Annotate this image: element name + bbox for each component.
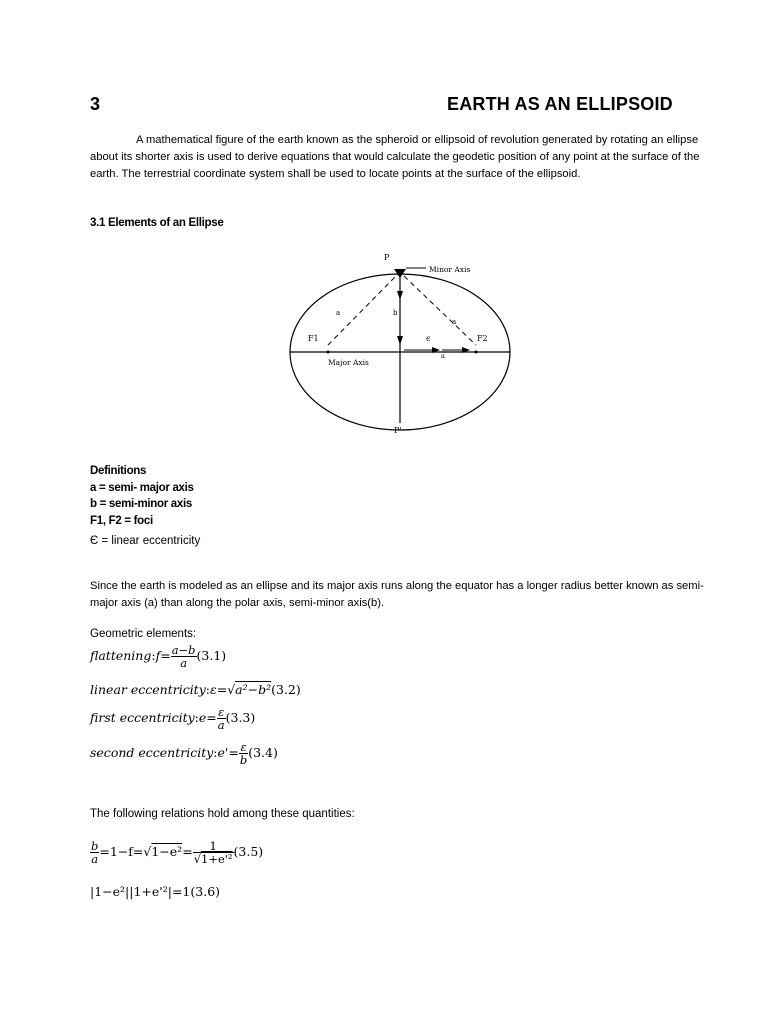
definition-item: a = semi- major axis — [90, 481, 194, 494]
intro-paragraph: A mathematical figure of the earth known as the spheroid or ellipsoid of revolution generated by rotating an ellipse about its shorter axis is used to derive equations that would calculate the geodetic position of any point at the surface of the earth. The terrestrial coordinate system shall be used to locate points at the surface of the ellipsoid. — [90, 134, 700, 180]
ellipse-diagram — [280, 245, 520, 440]
definition-eccentricity: Є = linear eccentricity — [90, 535, 201, 547]
chapter-title: EARTH AS AN ELLIPSOID — [447, 94, 673, 114]
fraction: $\frac{1}{\text{√1+e'²}}$ — [193, 839, 233, 867]
label-minor-axis: Minor Axis — [429, 265, 471, 274]
eq-part: =1−f= — [99, 844, 144, 860]
eq-name: flattening — [90, 648, 152, 664]
geometric-elements-label: Geometric elements: — [90, 628, 197, 640]
label-a-right: a — [452, 318, 457, 326]
equation-linear-eccentricity: linear eccentricity:ε=√a²−b²(3.2) — [90, 682, 301, 697]
sqrt-term: 1−e² — [151, 844, 183, 860]
sqrt-term: a²−b² — [235, 682, 272, 697]
eq-part: |1−e²||1+e'²|=1 — [90, 884, 191, 899]
eq-lhs: ε — [210, 682, 217, 697]
focus-point-left — [327, 351, 330, 354]
equation-relation-1: $\frac{b}{a}$ =1−f=√1−e²= $\frac{1}{\text{√1+e'²}}$ (3.5) — [91, 839, 264, 867]
eq-part: = — [182, 844, 193, 860]
eq-tag: (3.1) — [196, 648, 227, 664]
label-b: b — [393, 309, 398, 317]
equation-relation-2 — [90, 884, 220, 899]
arrow-b-top — [397, 291, 403, 300]
equation-flattening: flattening:f= $\frac{a-b}{a}$ (3.1) — [90, 643, 227, 671]
eq-lhs: e — [198, 710, 207, 726]
label-a-left: a — [336, 309, 341, 317]
dashed-line-right — [404, 276, 476, 345]
chapter-number: 3 — [90, 94, 101, 114]
eq-tag: (3.2) — [271, 682, 301, 697]
eq-name: linear eccentricity — [90, 682, 206, 697]
paragraph-semi-axes: Since the earth is modeled as an ellipse and its major axis runs along the equator has a longer radius better known as semi-major axis (a) than along the polar axis, semi-minor axis(b). — [90, 580, 704, 609]
eq-name: second eccentricity — [90, 745, 214, 761]
label-eccentricity: є — [426, 334, 431, 343]
equation-second-eccentricity: second eccentricity:e'= $\frac{\varepsilon}{b}$ (3.4) — [90, 740, 278, 768]
label-pole-south: P' — [394, 426, 402, 435]
eq-lhs: e' — [217, 745, 229, 761]
label-pole-north: P — [384, 253, 390, 262]
fraction: $\frac{b}{a}$ — [91, 839, 99, 867]
fraction: $\frac{\varepsilon}{a}$ — [217, 705, 225, 733]
definition-item: F1, F2 = foci — [90, 514, 153, 527]
focus-point-right — [475, 351, 478, 354]
fraction: $\frac{\varepsilon}{b}$ — [239, 740, 248, 768]
relations-label: The following relations hold among these quantities: — [90, 808, 355, 820]
definition-item: b = semi-minor axis — [90, 498, 192, 510]
label-focus-1: F1 — [308, 334, 319, 343]
label-focus-2: F2 — [477, 334, 488, 343]
eq-tag: (3.6) — [190, 884, 221, 899]
eq-tag: (3.4) — [248, 745, 278, 761]
label-a-arrow: a — [441, 352, 445, 360]
definitions-heading: Definitions — [90, 465, 147, 477]
arrow-b-bottom — [397, 336, 403, 345]
eq-lhs: f — [155, 648, 161, 664]
eq-name: first eccentricity — [90, 710, 195, 726]
label-major-axis: Major Axis — [328, 358, 369, 367]
equation-first-eccentricity: first eccentricity:e= $\frac{\varepsilon}{a}$ (3.3) — [90, 705, 256, 733]
section-heading: 3.1 Elements of an Ellipse — [90, 217, 224, 229]
eq-tag: (3.3) — [225, 710, 256, 726]
eq-tag: (3.5) — [233, 844, 264, 860]
fraction: $\frac{a-b}{a}$ — [171, 643, 196, 671]
definitions-block — [90, 463, 194, 529]
